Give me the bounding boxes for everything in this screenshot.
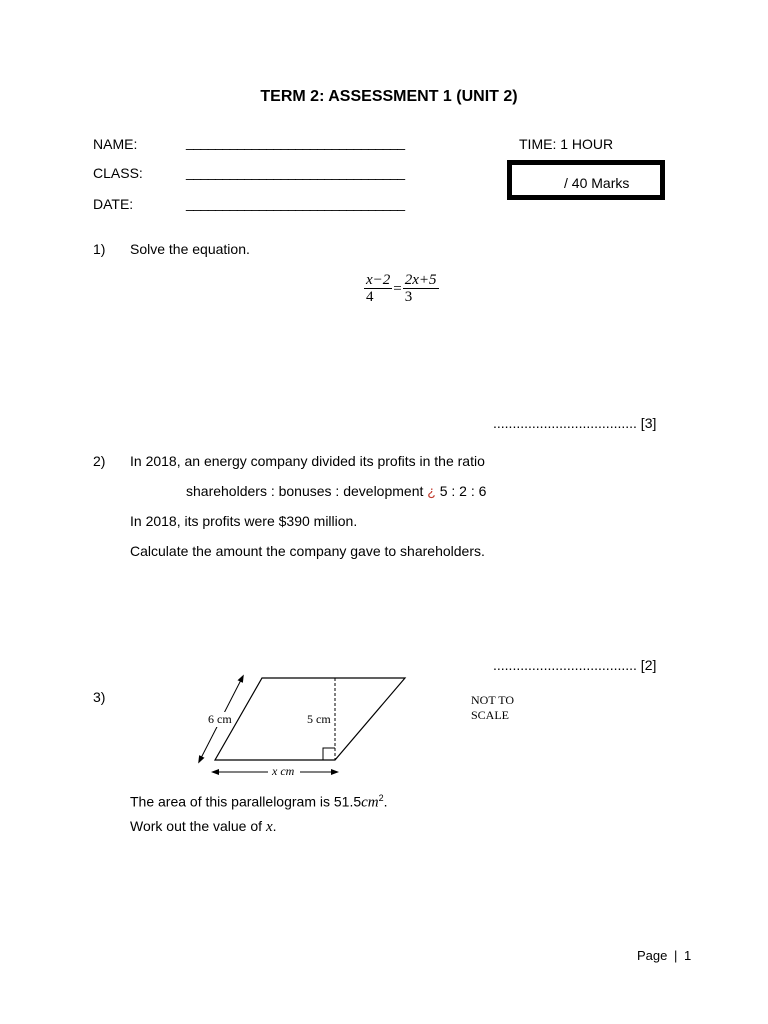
page-separator: |	[674, 948, 678, 963]
q1-rhs-denominator: 3	[404, 289, 413, 305]
q2-ratio-text: shareholders : bonuses : development	[186, 483, 424, 499]
q1-rhs-fraction	[403, 272, 439, 305]
q3-area-end: .	[383, 793, 388, 810]
q3-area-text	[130, 793, 388, 812]
q1-lhs-numerator: x−2	[366, 272, 391, 288]
q3-number: 3)	[93, 689, 106, 705]
date-label: DATE:	[93, 196, 134, 212]
q3-work-prefix: Work out the value of	[130, 818, 266, 834]
q3-area-unit: cm	[361, 794, 379, 811]
height-label: 5 cm	[307, 712, 331, 726]
q1-rhs-numerator: 2x+5	[404, 272, 437, 288]
q2-answer-line[interactable]: ..................................... [2]	[493, 657, 657, 673]
page-label: Page	[637, 948, 668, 963]
marks-text: / 40 Marks	[564, 175, 630, 191]
q3-work-variable: x	[265, 819, 273, 835]
q1-text: Solve the equation.	[130, 241, 250, 257]
not-to-scale-line2: SCALE	[471, 708, 510, 722]
q1-answer-line[interactable]: ..................................... [3]	[493, 415, 657, 431]
page-footer	[637, 948, 691, 963]
q1-lhs-denominator: 4	[366, 289, 374, 305]
q2-ratio-symbol: ¿	[427, 483, 436, 499]
right-angle-marker	[323, 748, 335, 760]
q3-work-end: .	[272, 818, 277, 834]
name-line[interactable]: ______________________________	[186, 134, 405, 150]
q2-number: 2)	[93, 453, 106, 469]
q2-ratio-values: 5 : 2 : 6	[439, 483, 487, 499]
q1-equation	[364, 272, 439, 305]
q2-line3: In 2018, its profits were $390 million.	[130, 513, 358, 529]
page-number: 1	[684, 948, 692, 963]
q1-lhs-fraction	[364, 272, 392, 305]
date-line[interactable]: ______________________________	[186, 195, 405, 211]
page-title: TERM 2: ASSESSMENT 1 (UNIT 2)	[260, 88, 518, 105]
q1-number: 1)	[93, 241, 106, 257]
base-label: x cm	[272, 764, 295, 778]
q3-area-exponent: 2	[378, 793, 384, 803]
q3-area-prefix: The area of this parallelogram is 51.5	[130, 793, 362, 810]
side-label: 6 cm	[208, 712, 232, 726]
q3-work-text	[130, 818, 277, 836]
time-label: TIME: 1 HOUR	[519, 136, 614, 152]
not-to-scale-line1: NOT TO	[471, 693, 515, 707]
q2-line1: In 2018, an energy company divided its profits in the ratio	[130, 453, 485, 469]
marks-box	[507, 160, 665, 200]
class-line[interactable]: ______________________________	[186, 164, 405, 180]
q2-line4: Calculate the amount the company gave to shareholders.	[130, 543, 485, 559]
q1-equals: =	[393, 281, 402, 297]
name-label: NAME:	[93, 136, 138, 152]
class-label: CLASS:	[93, 165, 143, 181]
q2-ratio	[186, 483, 486, 499]
